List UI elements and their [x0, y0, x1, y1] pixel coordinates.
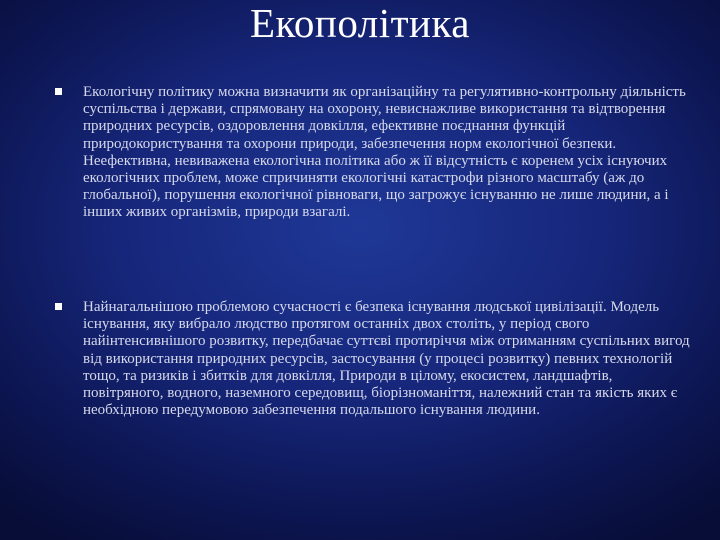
bullet-text: Екологічну політику можна визначити як організаційну та регулятивно-контрольну діяльність суспільства і держави, спрямовану на охорону, невиснажливе використання та відтворення природних ресурсів, оздоровлення довкілля, ефективне поєднання функцій природокористування та охорони природи, забезпечення норм екологічної безпеки. Неефективна, невиважена екологічна політика або ж її відсутність є коренем усіх існуючих екологічних проблем, може спричиняти екологічні катастрофи різного масштабу (аж до глобальної), порушення екологічної рівноваги, що загрожує існуванню не лише людини, а і інших живих організмів, природи взагалі. — [83, 84, 686, 221]
slide-title: Екополітика — [250, 0, 470, 46]
bullet-square-icon — [55, 88, 62, 95]
bullet-text: Найнагальнішою проблемою сучасності є безпека існування людської цивілізації. Модель існування, яку вибрало людство протягом останніх двох століть, у період свого найінтенсивнішого розвитку, передбачає суттєві протиріччя між отриманням суспільних вигод від використання природних ресурсів, застосування (у процесі розвитку) певних технологій тощо, та ризиків і збитків для довкілля, Природи в цілому, екосистем, ландшафтів, повітряного, водного, наземного середовищ, біорізноманіття, належний стан та якість яких є необхідною передумовою забезпечення подальшого існування людини. — [83, 299, 690, 419]
bullet-square-icon — [55, 303, 62, 310]
